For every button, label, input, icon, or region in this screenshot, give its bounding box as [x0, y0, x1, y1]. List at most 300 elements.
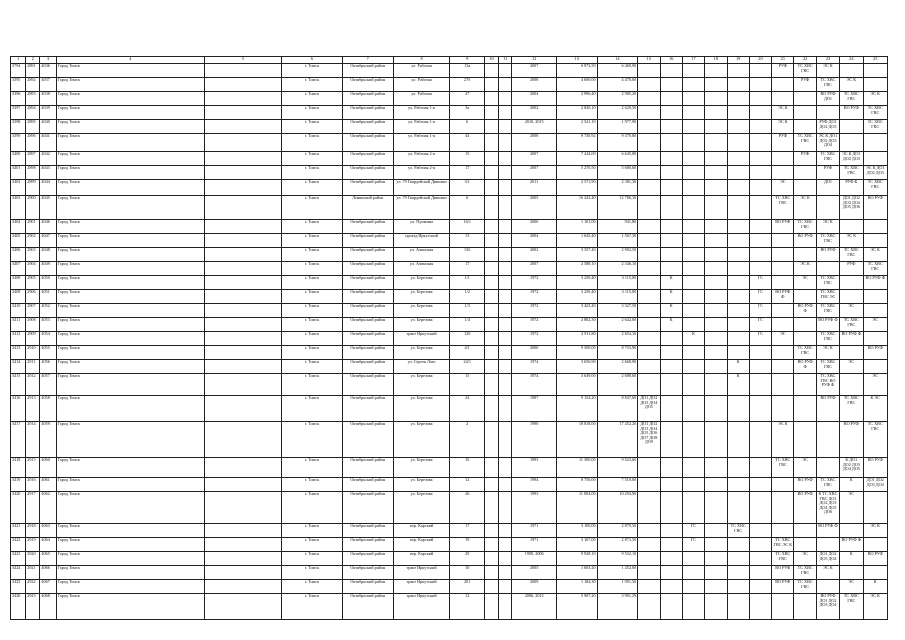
cell-col-14: 2 346,10 — [597, 262, 638, 276]
cell-col-15 — [638, 220, 660, 234]
cell-col-23: ТС ХВС ГВС — [816, 360, 839, 374]
cell-col-25: ВО РУФ — [863, 196, 888, 220]
cell-col-7: Октябрьский район — [342, 360, 393, 374]
cell-col-16 — [660, 552, 682, 566]
cell-col-16 — [660, 478, 682, 492]
cell-col-21 — [772, 78, 794, 92]
cell-col-25 — [863, 290, 888, 304]
cell-col-10 — [484, 360, 498, 374]
cell-col-14: 2 381,30 — [597, 180, 638, 196]
cell-col-20 — [749, 196, 771, 220]
cell-col-22 — [794, 374, 816, 396]
cell-col-17 — [682, 196, 704, 220]
cell-col-7: Октябрьский район — [342, 166, 393, 180]
cell-col-24 — [840, 290, 863, 304]
cell-col-14: 3 115,00 — [597, 276, 638, 290]
column-number-header-row — [11, 57, 888, 64]
cell-col-12: 1994 — [512, 478, 557, 492]
cell-col-17 — [682, 64, 704, 78]
cell-col-8: ул. Сергея Лазо — [393, 360, 450, 374]
cell-col-4: Город Томск — [56, 346, 204, 360]
cell-col-10 — [484, 396, 498, 422]
cell-col-11 — [499, 166, 512, 180]
cell-col-14: 1 977,90 — [597, 120, 638, 134]
cell-col-21: ЭС — [772, 180, 794, 196]
cell-col-8: ул. Ачинская — [393, 248, 450, 262]
cell-col-6: г. Томск — [281, 360, 342, 374]
cell-col-19 — [727, 396, 749, 422]
cell-col-18 — [705, 166, 727, 180]
cell-col-18 — [705, 64, 727, 78]
cell-col-3: 4065 — [40, 552, 56, 566]
cell-col-13: 2 911,80 — [557, 332, 598, 346]
cell-col-8: тракт Иркутский — [393, 580, 450, 594]
cell-col-19 — [727, 492, 749, 524]
cell-col-10 — [484, 196, 498, 220]
cell-col-16 — [660, 566, 682, 580]
cell-col-1: 3403 — [11, 196, 26, 220]
cell-col-19 — [727, 196, 749, 220]
cell-col-11 — [499, 552, 512, 566]
cell-col-3: 4043 — [40, 166, 56, 180]
cell-col-23: ЭС К ДО1 ДО2 ДО3 ДО4 — [816, 134, 839, 152]
table-row — [11, 458, 888, 478]
cell-col-10 — [484, 234, 498, 248]
cell-col-9: 3а — [450, 106, 485, 120]
cell-col-7: Октябрьский район — [342, 478, 393, 492]
cell-col-23 — [816, 106, 839, 120]
cell-col-25 — [863, 134, 888, 152]
cell-col-11 — [499, 248, 512, 262]
cell-col-12: 2011 — [512, 180, 557, 196]
cell-col-3: 4042 — [40, 152, 56, 166]
cell-col-22 — [794, 166, 816, 180]
cell-col-6: г. Томск — [281, 234, 342, 248]
cell-col-17 — [682, 396, 704, 422]
cell-col-4: Город Томск — [56, 78, 204, 92]
cell-col-14: 1 452,00 — [597, 566, 638, 580]
cell-col-19: ТС ХВС ГВС — [727, 524, 749, 538]
cell-col-1: 3398 — [11, 120, 26, 134]
cell-col-16 — [660, 78, 682, 92]
cell-col-9: 13 — [450, 234, 485, 248]
cell-col-2: 2905 — [26, 276, 40, 290]
cell-col-15 — [638, 78, 660, 92]
cell-col-17 — [682, 78, 704, 92]
cell-col-12: 1974 — [512, 360, 557, 374]
cell-col-4: Город Томск — [56, 262, 204, 276]
cell-col-15 — [638, 580, 660, 594]
cell-col-16: К — [660, 304, 682, 318]
cell-col-5 — [204, 152, 281, 166]
cell-col-23: ДО1 ДО2 ДО3 ДО4 — [816, 552, 839, 566]
cell-col-14: 9 370,80 — [597, 134, 638, 152]
cell-col-25: ТС ХВС ГВС — [863, 180, 888, 196]
table-row — [11, 262, 888, 276]
cell-col-8: ул. Рабочая 1-я — [393, 106, 450, 120]
cell-col-23 — [816, 580, 839, 594]
cell-col-2: 2916 — [26, 478, 40, 492]
cell-col-25: ЭС — [863, 374, 888, 396]
cell-col-16 — [660, 422, 682, 458]
cell-col-18 — [705, 318, 727, 332]
cell-col-9: 47 — [450, 92, 485, 106]
cell-col-5 — [204, 290, 281, 304]
cell-col-15 — [638, 166, 660, 180]
cell-col-7: Октябрьский район — [342, 134, 393, 152]
cell-col-23: ТС ХВС ГВС — [816, 276, 839, 290]
cell-col-24: К ДО1 ДО2 ДО3 ДО4 ДО5 — [840, 458, 863, 478]
cell-col-8: проезд Иркутский — [393, 234, 450, 248]
column-header-7: 7 — [342, 57, 393, 64]
cell-col-1: 3395 — [11, 78, 26, 92]
column-header-20: 20 — [749, 57, 771, 64]
cell-col-4: Город Томск — [56, 374, 204, 396]
cell-col-12: 1972 — [512, 276, 557, 290]
cell-col-17: К — [682, 332, 704, 346]
cell-col-25: К ЭС — [863, 396, 888, 422]
cell-col-6: г. Томск — [281, 262, 342, 276]
cell-col-10 — [484, 220, 498, 234]
cell-col-23: ЭС К — [816, 566, 839, 580]
cell-col-9: 17 — [450, 524, 485, 538]
cell-col-9: 3/1 — [450, 180, 485, 196]
cell-col-8: ул. Березова — [393, 478, 450, 492]
cell-col-8: ул. Рабочая 1-я — [393, 120, 450, 134]
cell-col-3: 4062 — [40, 492, 56, 524]
cell-col-13: 3 423,40 — [557, 304, 598, 318]
cell-col-7: Октябрьский район — [342, 552, 393, 566]
cell-col-19 — [727, 332, 749, 346]
cell-col-14: 2 873,50 — [597, 538, 638, 552]
column-header-6: 6 — [281, 57, 342, 64]
cell-col-5 — [204, 196, 281, 220]
cell-col-6: г. Томск — [281, 396, 342, 422]
cell-col-25: ДО1 ДО2 ДО3 ДО4 — [863, 478, 888, 492]
cell-col-16 — [660, 262, 682, 276]
cell-col-13: 5 270,50 — [557, 166, 598, 180]
cell-col-18 — [705, 538, 727, 552]
cell-col-17 — [682, 422, 704, 458]
cell-col-5 — [204, 134, 281, 152]
cell-col-21 — [772, 248, 794, 262]
cell-col-14: 4 470,00 — [597, 78, 638, 92]
cell-col-24: ТС ХВС ГВС — [840, 166, 863, 180]
cell-col-5 — [204, 566, 281, 580]
cell-col-12: 2005 — [512, 196, 557, 220]
cell-col-4: Город Томск — [56, 422, 204, 458]
cell-col-14: 3 327,50 — [597, 304, 638, 318]
cell-col-17 — [682, 220, 704, 234]
cell-col-18 — [705, 134, 727, 152]
cell-col-2: 2898 — [26, 166, 40, 180]
cell-col-11 — [499, 220, 512, 234]
cell-col-12: 2000 — [512, 220, 557, 234]
cell-col-24: РУФ К — [840, 180, 863, 196]
cell-col-19: К — [727, 360, 749, 374]
cell-col-20 — [749, 166, 771, 180]
cell-col-16 — [660, 92, 682, 106]
cell-col-20: ГС — [749, 276, 771, 290]
cell-col-1: 3409 — [11, 290, 26, 304]
column-header-15: 15 — [638, 57, 660, 64]
cell-col-3: 4067 — [40, 580, 56, 594]
cell-col-23: К ТС ХВС ГВС ДО1 ДО2 ДО3 ДО4 ДО5 ДО6 — [816, 492, 839, 524]
cell-col-18 — [705, 262, 727, 276]
cell-col-13: 2 996,40 — [557, 92, 598, 106]
cell-col-6: г. Томск — [281, 64, 342, 78]
cell-col-6: г. Томск — [281, 566, 342, 580]
cell-col-6: г. Томск — [281, 92, 342, 106]
cell-col-17: ГС — [682, 524, 704, 538]
cell-col-22: РУФ — [794, 78, 816, 92]
cell-col-4: Город Томск — [56, 196, 204, 220]
table-row — [11, 396, 888, 422]
cell-col-10 — [484, 422, 498, 458]
cell-col-7: Октябрьский район — [342, 422, 393, 458]
cell-col-5 — [204, 78, 281, 92]
column-header-11: 11 — [499, 57, 512, 64]
cell-col-6: г. Томск — [281, 538, 342, 552]
cell-col-25: ТС ХВС ГВС — [863, 422, 888, 458]
cell-col-5 — [204, 396, 281, 422]
cell-col-21: ЭС К — [772, 422, 794, 458]
cell-col-20 — [749, 458, 771, 478]
cell-col-22 — [794, 318, 816, 332]
cell-col-20 — [749, 248, 771, 262]
cell-col-22: ТС ХВС ГВС — [794, 220, 816, 234]
cell-col-5 — [204, 360, 281, 374]
cell-col-10 — [484, 262, 498, 276]
cell-col-3: 4049 — [40, 262, 56, 276]
cell-col-21: ТС ХВС ГВС — [772, 458, 794, 478]
cell-col-7: Октябрьский район — [342, 276, 393, 290]
cell-col-16 — [660, 332, 682, 346]
cell-col-15 — [638, 552, 660, 566]
cell-col-16 — [660, 492, 682, 524]
cell-col-24 — [840, 374, 863, 396]
cell-col-3: 4064 — [40, 538, 56, 552]
cell-col-18 — [705, 304, 727, 318]
cell-col-13: 1 645,40 — [557, 234, 598, 248]
cell-col-2: 2894 — [26, 106, 40, 120]
cell-col-20 — [749, 478, 771, 492]
cell-col-7: Октябрьский район — [342, 290, 393, 304]
cell-col-6: г. Томск — [281, 478, 342, 492]
cell-col-6: г. Томск — [281, 180, 342, 196]
cell-col-4: Город Томск — [56, 580, 204, 594]
cell-col-12: 1971 — [512, 524, 557, 538]
column-header-4: 4 — [56, 57, 204, 64]
cell-col-6: г. Томск — [281, 134, 342, 152]
cell-col-21 — [772, 318, 794, 332]
cell-col-24: ВО РУФ — [840, 106, 863, 120]
column-header-21: 21 — [772, 57, 794, 64]
cell-col-4: Город Томск — [56, 360, 204, 374]
cell-col-7: Октябрьский район — [342, 248, 393, 262]
cell-col-16 — [660, 234, 682, 248]
cell-col-12: 1972 — [512, 318, 557, 332]
cell-col-14: 12 786,10 — [597, 196, 638, 220]
cell-col-7: Октябрьский район — [342, 458, 393, 478]
cell-col-17 — [682, 346, 704, 360]
cell-col-23: ДО1 — [816, 180, 839, 196]
cell-col-11 — [499, 478, 512, 492]
cell-col-17: ГС — [682, 538, 704, 552]
cell-col-8: пер. Карский — [393, 538, 450, 552]
cell-col-23: ВО РУФ ДО1 ДО2 ДО3 ДО4 — [816, 594, 839, 620]
cell-col-4: Город Томск — [56, 234, 204, 248]
cell-col-8: ул. Березова — [393, 276, 450, 290]
cell-col-16 — [660, 120, 682, 134]
cell-col-5 — [204, 120, 281, 134]
cell-col-8: тракт Иркутский — [393, 566, 450, 580]
cell-col-8: ул. Березова — [393, 422, 450, 458]
cell-col-14: 2 992,50 — [597, 248, 638, 262]
cell-col-16 — [660, 594, 682, 620]
cell-col-9: 26 — [450, 492, 485, 524]
cell-col-21 — [772, 304, 794, 318]
cell-col-14: 7 510,00 — [597, 478, 638, 492]
cell-col-24: К — [840, 478, 863, 492]
cell-col-8: тракт Иркутский — [393, 332, 450, 346]
table-row — [11, 220, 888, 234]
cell-col-19 — [727, 478, 749, 492]
cell-col-16 — [660, 166, 682, 180]
cell-col-13: 7 244,00 — [557, 152, 598, 166]
cell-col-6: г. Томск — [281, 552, 342, 566]
cell-col-5 — [204, 594, 281, 620]
cell-col-21 — [772, 234, 794, 248]
cell-col-7: Октябрьский район — [342, 78, 393, 92]
cell-col-7: Октябрьский район — [342, 120, 393, 134]
cell-col-5 — [204, 276, 281, 290]
cell-col-9: 16/1 — [450, 220, 485, 234]
cell-col-19 — [727, 346, 749, 360]
cell-col-19 — [727, 318, 749, 332]
cell-col-18 — [705, 78, 727, 92]
cell-col-3: 4047 — [40, 234, 56, 248]
cell-col-16: К — [660, 290, 682, 304]
cell-col-15 — [638, 92, 660, 106]
cell-col-4: Город Томск — [56, 106, 204, 120]
table-body — [11, 64, 888, 620]
table-row — [11, 566, 888, 580]
cell-col-3: 4068 — [40, 594, 56, 620]
cell-col-10 — [484, 248, 498, 262]
cell-col-11 — [499, 524, 512, 538]
cell-col-6: г. Томск — [281, 594, 342, 620]
cell-col-1: 3419 — [11, 478, 26, 492]
column-header-2: 2 — [26, 57, 40, 64]
cell-col-10 — [484, 304, 498, 318]
cell-col-6: г. Томск — [281, 580, 342, 594]
cell-col-5 — [204, 580, 281, 594]
cell-col-12: 2004 — [512, 234, 557, 248]
cell-col-12: 2002 — [512, 106, 557, 120]
cell-col-9: 6 — [450, 196, 485, 220]
cell-col-12: 1993 — [512, 492, 557, 524]
cell-col-3: 4061 — [40, 478, 56, 492]
cell-col-4: Город Томск — [56, 152, 204, 166]
cell-col-6: г. Томск — [281, 196, 342, 220]
column-header-19: 19 — [727, 57, 749, 64]
cell-col-5 — [204, 304, 281, 318]
cell-col-15 — [638, 106, 660, 120]
cell-col-20: ГС — [749, 290, 771, 304]
cell-col-18 — [705, 580, 727, 594]
cell-col-4: Город Томск — [56, 552, 204, 566]
cell-col-3: 4050 — [40, 276, 56, 290]
cell-col-2: 2914 — [26, 422, 40, 458]
cell-col-19 — [727, 304, 749, 318]
cell-col-7: Октябрьский район — [342, 304, 393, 318]
table-row — [11, 594, 888, 620]
cell-col-22: ВО РУФ Ф — [794, 360, 816, 374]
cell-col-14: 1 091,50 — [597, 580, 638, 594]
cell-col-14: 6 469,90 — [597, 64, 638, 78]
cell-col-13: 6 973,50 — [557, 64, 598, 78]
cell-col-14: 6 645,80 — [597, 152, 638, 166]
cell-col-19 — [727, 134, 749, 152]
cell-col-7: Октябрьский район — [342, 538, 393, 552]
cell-col-8: ул. Рабочая — [393, 78, 450, 92]
cell-col-14: 2 654,10 — [597, 332, 638, 346]
cell-col-16 — [660, 346, 682, 360]
cell-col-14: 1 567,30 — [597, 234, 638, 248]
cell-col-21 — [772, 262, 794, 276]
cell-col-25: ВО РУФ — [863, 458, 888, 478]
cell-col-11 — [499, 304, 512, 318]
table-row — [11, 580, 888, 594]
table-row — [11, 492, 888, 524]
cell-col-2: 2907 — [26, 304, 40, 318]
cell-col-11 — [499, 492, 512, 524]
cell-col-17 — [682, 106, 704, 120]
cell-col-22: ТС ХВС ГВС — [794, 580, 816, 594]
cell-col-9: 10 — [450, 566, 485, 580]
cell-col-2: 2909 — [26, 332, 40, 346]
cell-col-11 — [499, 332, 512, 346]
cell-col-9: 27б — [450, 78, 485, 92]
cell-col-9: 15 — [450, 152, 485, 166]
cell-col-9: 1/3 — [450, 304, 485, 318]
cell-col-10 — [484, 332, 498, 346]
cell-col-23: ВО РУФ Ф — [816, 318, 839, 332]
cell-col-7: Октябрьский район — [342, 566, 393, 580]
cell-col-24 — [840, 120, 863, 134]
table-row — [11, 196, 888, 220]
cell-col-23: ТС ХВС ГВС ВО РУФ Ф — [816, 374, 839, 396]
cell-col-10 — [484, 538, 498, 552]
cell-col-1: 3417 — [11, 422, 26, 458]
cell-col-18 — [705, 422, 727, 458]
cell-col-25 — [863, 220, 888, 234]
cell-col-23: ТС ХВС ГВС — [816, 304, 839, 318]
cell-col-7: Октябрьский район — [342, 374, 393, 396]
cell-col-25 — [863, 332, 888, 346]
cell-col-10 — [484, 580, 498, 594]
cell-col-7: Октябрьский район — [342, 318, 393, 332]
cell-col-22: ЭС — [794, 552, 816, 566]
cell-col-16 — [660, 220, 682, 234]
cell-col-9: 17 — [450, 166, 485, 180]
column-header-13: 13 — [557, 57, 598, 64]
cell-col-1: 3401 — [11, 166, 26, 180]
cell-col-11 — [499, 422, 512, 458]
cell-col-5 — [204, 552, 281, 566]
cell-col-22 — [794, 524, 816, 538]
